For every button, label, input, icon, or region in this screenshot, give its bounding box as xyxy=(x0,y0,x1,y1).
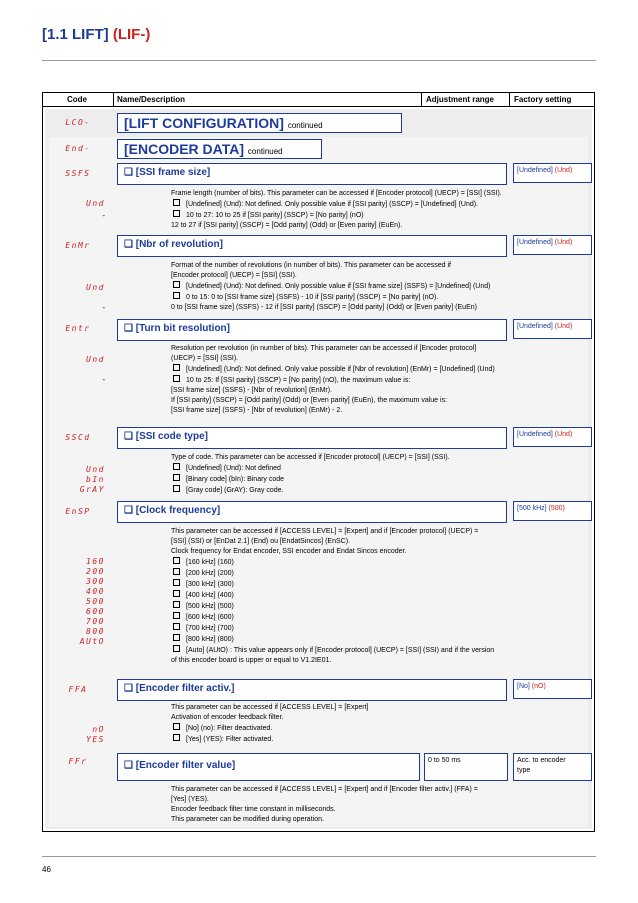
enmr-factory-setting: [Undefined] (Und) xyxy=(513,235,592,255)
col-header-factory: Factory setting xyxy=(510,93,594,107)
ffa-value-yes: YES xyxy=(86,735,105,744)
bullet-icon xyxy=(173,375,180,382)
bullet-icon xyxy=(173,601,180,608)
ensp-value-200: 200 xyxy=(86,567,105,576)
ffr-code: FFr xyxy=(68,757,88,766)
enmr-title: ❑ [Nbr of revolution] xyxy=(117,235,507,257)
sscd-factory-setting: [Undefined] (Und) xyxy=(513,427,592,447)
ssfs-value-range: - xyxy=(102,211,105,220)
bullet-icon xyxy=(173,590,180,597)
bullet-icon xyxy=(173,292,180,299)
col-header-name: Name/Description xyxy=(115,93,420,107)
col-header-range: Adjustment range xyxy=(422,93,508,107)
page-number: 46 xyxy=(42,865,51,874)
bullet-icon xyxy=(173,568,180,575)
ensp-value-160: 160 xyxy=(86,557,105,566)
header-divider xyxy=(42,60,596,61)
ssfs-title: ❑ [SSI frame size] xyxy=(117,163,507,185)
bullet-icon xyxy=(173,723,180,730)
sscd-value-gray: GrAY xyxy=(79,485,105,494)
ffr-factory-setting: Acc. to encoder type xyxy=(513,753,592,781)
entr-title: ❑ [Turn bit resolution] xyxy=(117,319,507,341)
ffa-value-no: nO xyxy=(92,725,105,734)
bullet-icon xyxy=(173,485,180,492)
ensp-description: This parameter can be accessed if [ACCESS LEVEL] = [Expert] and if [Encoder protocol] (UECP) = [SSI] (SSI) or [EnDat 2.1] (End) ou [EndatSincos] (EnSC). Clock frequency for Endat encoder, SSI encoder and Endat Sincos encoder. [160 kHz] (160) [200 kHz] (200) [300 kHz] (300) [400 kHz] (400) [500 kHz] (500) [600 kHz] (600) [700 kHz] (700) [800 kHz] (800) [Auto] (AUtO) : This value appears only if [Encoder protocol] (UECP) = [SSI] (SSI) and if the version of this encoder board is upper or equal to V1.2IE01. xyxy=(171,528,495,664)
lift-config-title: [LIFT CONFIGURATION] continued xyxy=(117,113,402,133)
bullet-icon xyxy=(173,557,180,564)
enmr-code: EnMr xyxy=(65,241,91,250)
enmr-description: Format of the number of revolutions (in number of bits). This parameter can be accessed if [Encoder protocol] (UECP) = [SSI] (SSI). [Undefined] (Und): Not defined. Only possible value if [SSI frame size] (SSFS) = [Undefined] (Und) 0 to 15: 0 to [SSI frame size] (SSFS) - 10 if [SSI parity] (SSCP) = [No parity] (nO). 0 to [SSI frame size] (SSFS) - 12 if [SSI parity] (SSCP) = [Odd parity] (Odd) or [Even parity] (EuEn) xyxy=(171,262,491,311)
bullet-icon xyxy=(173,734,180,741)
bullet-icon xyxy=(173,623,180,630)
ensp-title: ❑ [Clock frequency] xyxy=(117,501,507,523)
bullet-icon xyxy=(173,579,180,586)
bullet-icon xyxy=(173,634,180,641)
entr-code: Entr xyxy=(65,324,91,333)
bullet-icon xyxy=(173,199,180,206)
ensp-value-300: 300 xyxy=(86,577,105,586)
footer-divider xyxy=(42,856,596,857)
ensp-value-700: 700 xyxy=(86,617,105,626)
ensp-value-600: 600 xyxy=(86,607,105,616)
sscd-description: Type of code. This parameter can be accessed if [Encoder protocol] (UECP) = [SSI] (SSI). [Undefined] (Und): Not defined [Binary code] (bIn): Binary code [Gray code] (GrAY): Gray code. xyxy=(171,454,450,494)
ensp-value-400: 400 xyxy=(86,587,105,596)
ensp-code: EnSP xyxy=(65,507,91,516)
ffa-description: This parameter can be accessed if [ACCESS LEVEL] = [Expert] Activation of encoder feedback filter. [No] (no): Filter deactivated. [Yes] (YES): Filter activated. xyxy=(171,704,369,743)
bullet-icon xyxy=(173,645,180,652)
bullet-icon xyxy=(173,612,180,619)
entr-value-und: Und xyxy=(86,355,105,364)
bullet-icon xyxy=(173,281,180,288)
bullet-icon xyxy=(173,474,180,481)
sscd-value-bin: bIn xyxy=(86,475,105,484)
ffr-description: This parameter can be accessed if [ACCESS LEVEL] = [Expert] and if [Encoder filter activ.] (FFA) = [Yes] (YES). Encoder feedback filter time constant in milliseconds. This parameter can be modified during operation. xyxy=(171,786,478,823)
ffr-title: ❑ [Encoder filter value] xyxy=(117,753,420,781)
ssfs-factory-setting: [Undefined] (Und) xyxy=(513,163,592,183)
enmr-value-und: Und xyxy=(86,283,105,292)
ffa-code: FFA xyxy=(68,685,88,694)
ensp-factory-setting: [500 kHz] (500) xyxy=(513,501,592,521)
entr-factory-setting: [Undefined] (Und) xyxy=(513,319,592,339)
bullet-icon xyxy=(173,364,180,371)
ensp-value-500: 500 xyxy=(86,597,105,606)
ffr-adjustment-range: 0 to 50 ms xyxy=(424,753,508,781)
ffa-factory-setting: [No] (nO) xyxy=(513,679,592,699)
bullet-icon xyxy=(173,463,180,470)
sscd-value-und: Und xyxy=(86,465,105,474)
parameter-table xyxy=(42,92,595,832)
encoder-data-title: [ENCODER DATA] continued xyxy=(117,139,322,159)
sscd-title: ❑ [SSI code type] xyxy=(117,427,507,449)
enmr-value-range: - xyxy=(102,303,105,312)
col-header-code: Code xyxy=(43,93,111,107)
encoder-data-code: End- xyxy=(65,144,91,153)
ensp-value-auto: AUtO xyxy=(79,637,105,646)
page-title: [1.1 LIFT] (LIF-) xyxy=(42,26,151,43)
ssfs-description: Frame length (number of bits). This parameter can be accessed if [Encoder protocol] (UECP) = [SSI] (SSI). [Undefined] (Und): Not defined. Only possible value if [SSI parity] (SSCP) = [Undefined] (Und). 10 to 27: 10 to 25 if [SSI parity] (SSCP) = [No parity] (nO) 12 to 27 if [SSI parity] (SSCP) = [Odd parity] (Odd) or [Even parity] (EuEn). xyxy=(171,190,502,229)
entr-value-range: - xyxy=(102,375,105,384)
entr-description: Resolution per revolution (in number of bits). This parameter can be accessed if [Encoder protocol] (UECP) = [SSI] (SSI). [Undefined] (Und): Not defined. Only value possible if [Nbr of revolution] (EnMr) = [Undefined] (Und) 10 to 25: If [SSI parity] (SSCP) = [No parity] (nO), the maximum value is: [SSI frame size] (SSFS) - [Nbr of revolution] (EnMr). If [SSI parity] (SSCP) = [Odd parity] (Odd) or [Even parity] (EuEn), the maximum value is: [SSI frame size] (SSFS) - [Nbr of revolution] (EnMr) - 2. xyxy=(171,345,495,414)
ssfs-code: SSFS xyxy=(65,169,91,178)
ensp-value-800: 800 xyxy=(86,627,105,636)
sscd-code: SSCd xyxy=(65,433,91,442)
bullet-icon xyxy=(173,210,180,217)
ssfs-value-und: Und xyxy=(86,199,105,208)
ffa-title: ❑ [Encoder filter activ.] xyxy=(117,679,507,701)
lift-config-code: LCO- xyxy=(65,118,91,127)
